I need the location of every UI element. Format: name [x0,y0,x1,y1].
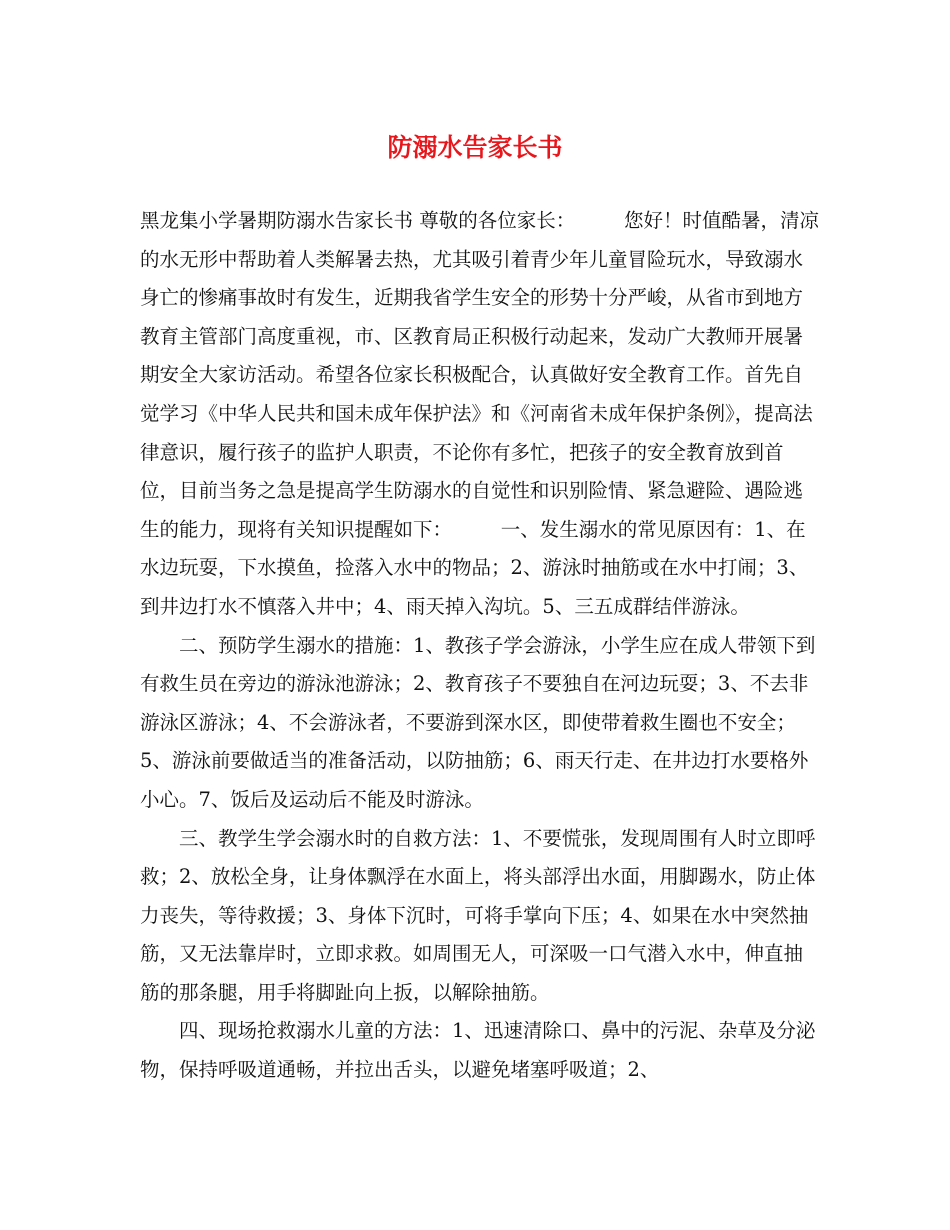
paragraph-self-rescue: 三、教学生学会溺水时的自救方法：1、不要慌张，发现周围有人时立即呼救；2、放松全身，让身体飘浮在水面上，将头部浮出水面，用脚踢水，防止体力丧失，等待救援；3、身体下沉时，可将手掌向下压；4、如果在水中突然抽筋，又无法靠岸时，立即求救。如周围无人，可深吸一口气潜入水中，伸直抽筋的那条腿，用手将脚趾向上扳，以解除抽筋。 [140,826,816,1004]
paragraph-prevention: 二、预防学生溺水的措施：1、教孩子学会游泳，小学生应在成人带领下到有救生员在旁边的游泳池游泳；2、教育孩子不要独自在河边玩耍；3、不去非游泳区游泳；4、不会游泳者，不要游到深水区，即使带着救生圈也不安全；5、游泳前要做适当的准备活动，以防抽筋；6、雨天行走、在井边打水要格外小心。7、饭后及运动后不能及时游泳。 [140,633,816,811]
document-body [140,202,820,1090]
paragraph-intro: 黑龙集小学暑期防溺水告家长书 尊敬的各位家长： 您好！时值酷暑，清凉的水无形中帮助着人类解暑去热，尤其吸引着青少年儿童冒险玩水，导致溺水身亡的惨痛事故时有发生，近期我省学生安全的形势十分严峻，从省市到地方教育主管部门高度重视，市、区教育局正积极行动起来，发动广大教师开展暑期安全大家访活动。希望各位家长积极配合，认真做好安全教育工作。首先自觉学习《中华人民共和国未成年保护法》和《河南省未成年保护条例》，提高法律意识，履行孩子的监护人职责，不论你有多忙，把孩子的安全教育放到首位，目前当务之急是提高学生防溺水的自觉性和识别险情、紧急避险、遇险逃生的能力，现将有关知识提醒如下： 一、发生溺水的常见原因有：1、在水边玩耍，下水摸鱼，捡落入水中的物品；2、游泳时抽筋或在水中打闹；3、到井边打水不慎落入井中；4、雨天掉入沟坑。5、三五成群结伴游泳。 [140,209,819,618]
paragraph-first-aid: 四、现场抢救溺水儿童的方法：1、迅速清除口、鼻中的污泥、杂草及分泌物，保持呼吸道通畅，并拉出舌头，以避免堵塞呼吸道；2、 [140,1019,816,1082]
document-title: 防溺水告家长书 [387,133,563,162]
